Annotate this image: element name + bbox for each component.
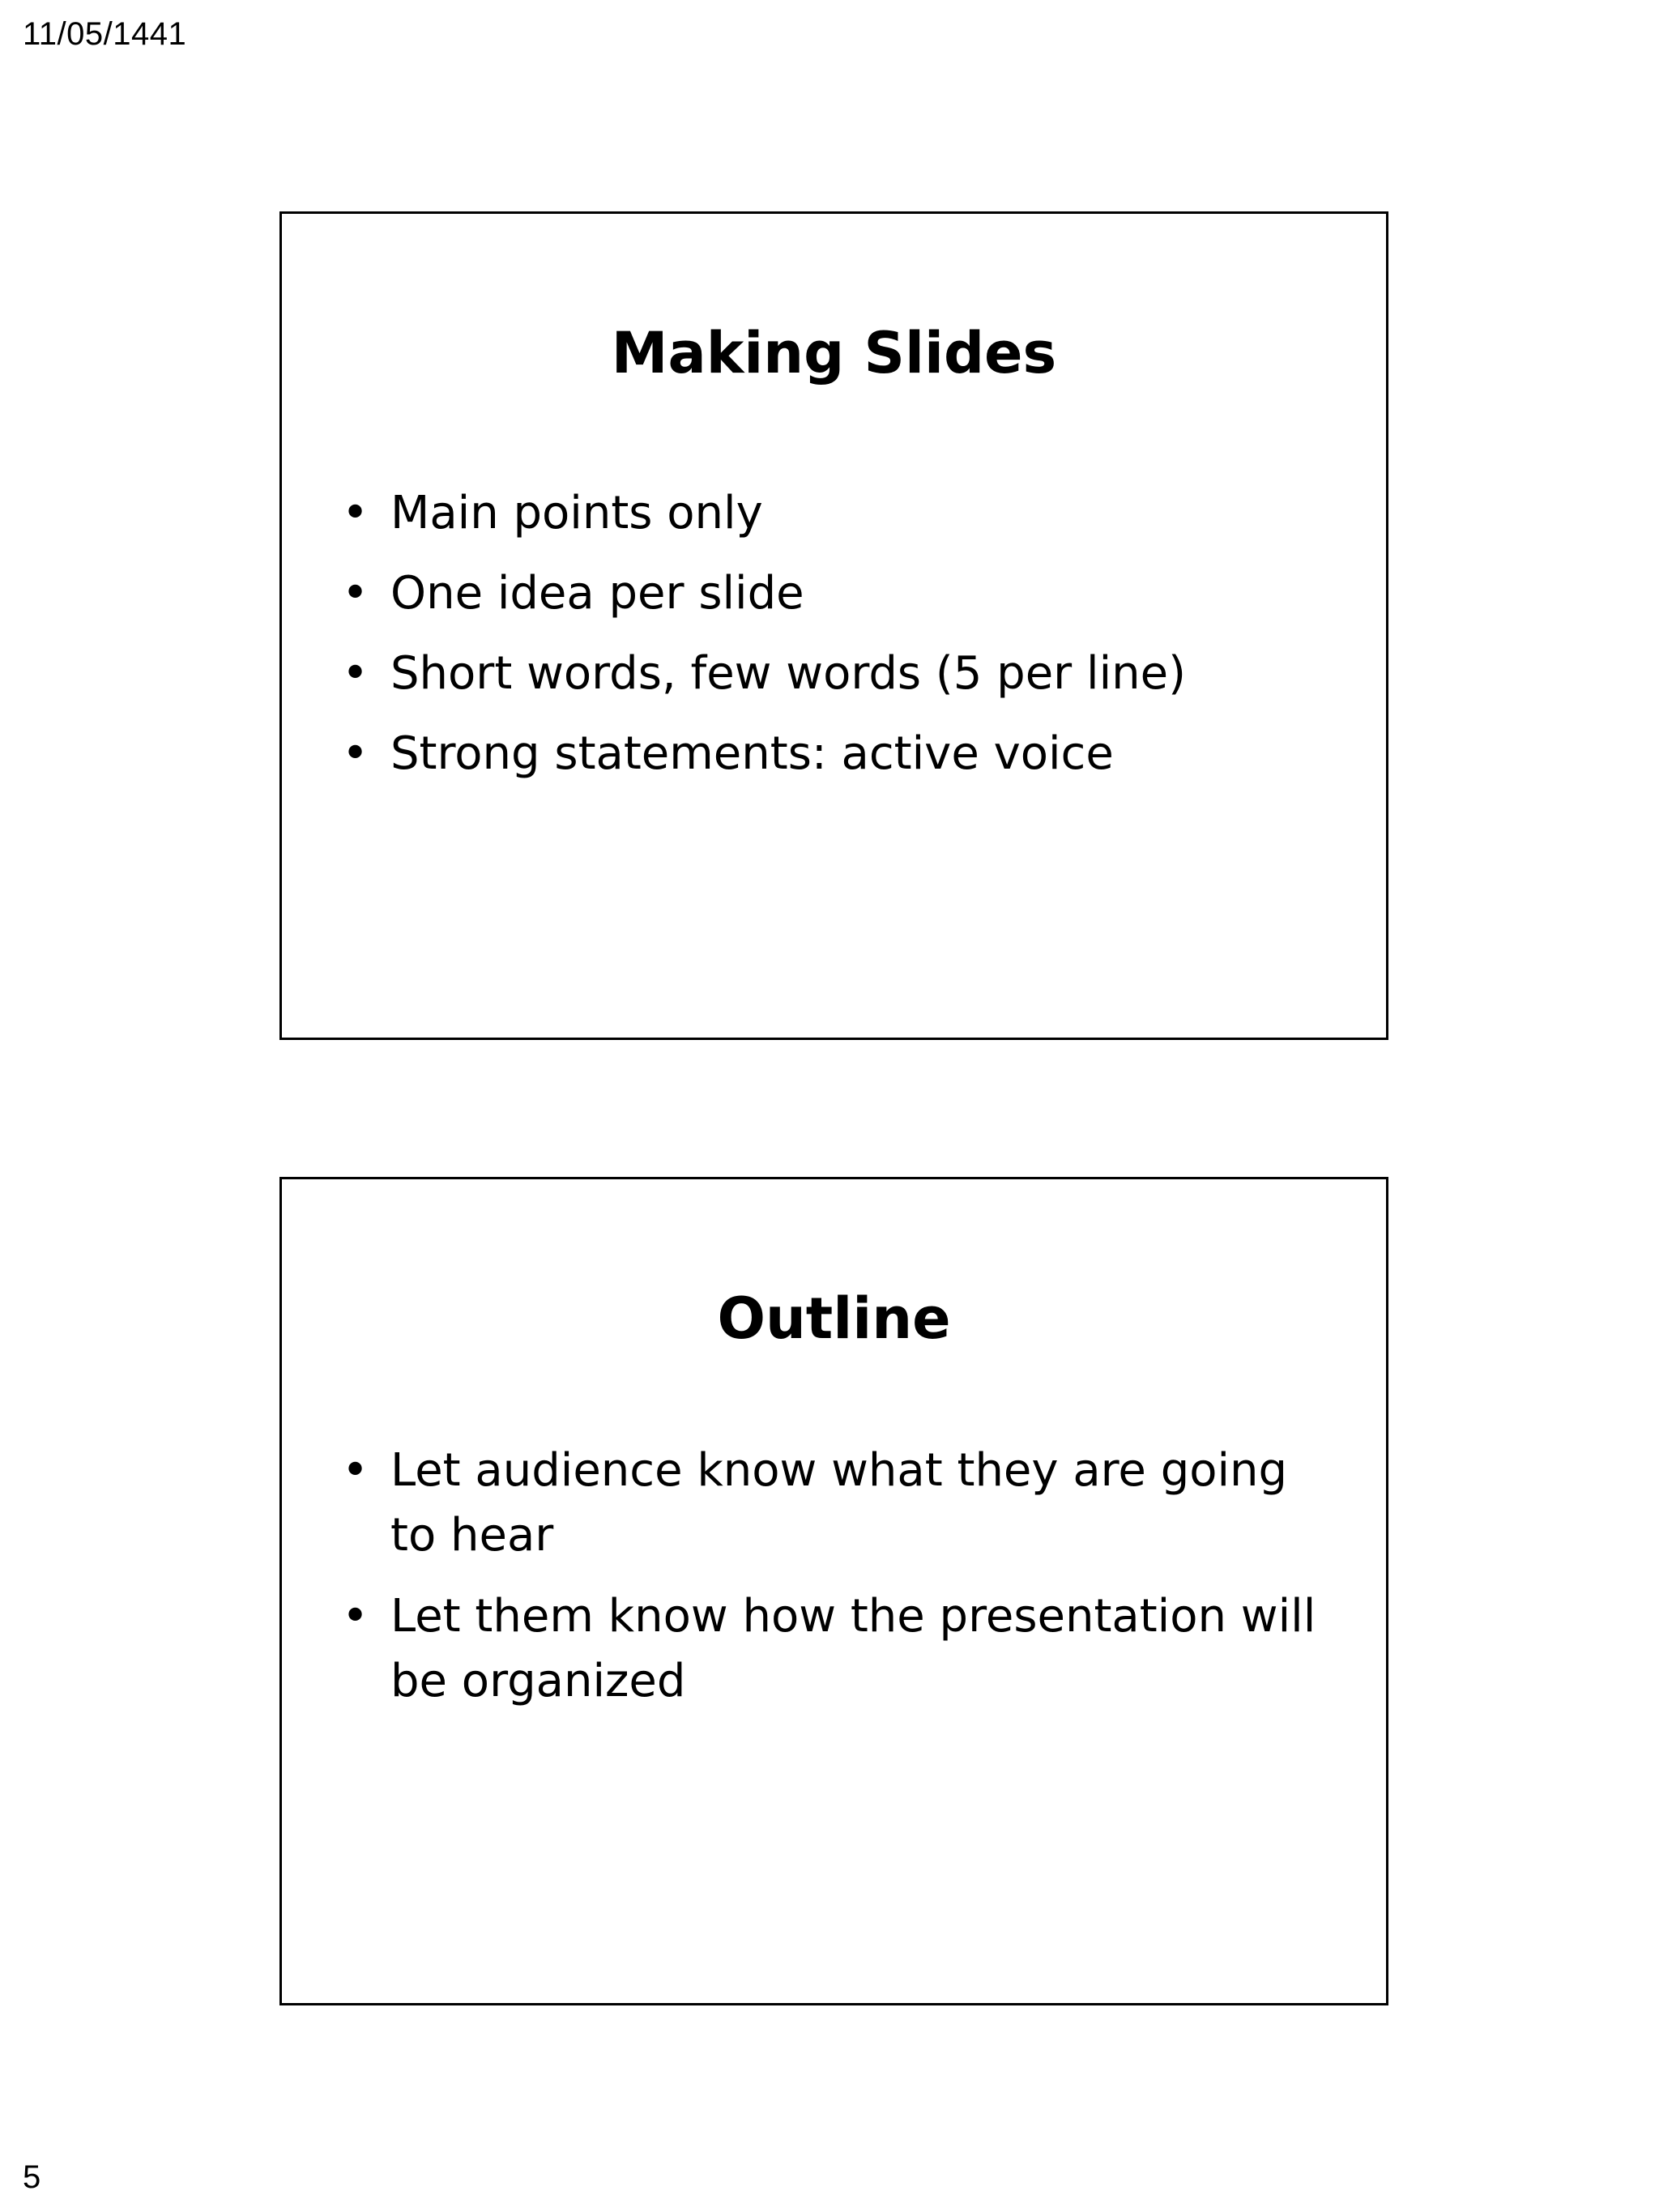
- bullet-item: [342, 641, 1326, 706]
- bullet-list: [342, 1438, 1326, 1730]
- bullet-text: Short words, few words (5 per line): [390, 647, 1186, 700]
- bullet-icon: •: [342, 1590, 369, 1643]
- slide-title: Making Slides: [611, 320, 1057, 386]
- bullet-list: [342, 481, 1326, 802]
- bullet-icon: •: [342, 1444, 369, 1497]
- bullet-text: Let them know how the presentation will be organized: [390, 1590, 1316, 1707]
- bullet-icon: •: [342, 647, 369, 700]
- header-date: 11/05/1441: [23, 16, 187, 52]
- bullet-icon: •: [342, 487, 369, 539]
- bullet-icon: •: [342, 727, 369, 780]
- bullet-text: One idea per slide: [390, 567, 804, 620]
- bullet-item: [342, 561, 1326, 626]
- page-number: 5: [23, 2159, 41, 2195]
- bullet-icon: •: [342, 567, 369, 620]
- slide-making-slides: [279, 211, 1388, 1040]
- bullet-item: [342, 1584, 1326, 1714]
- bullet-item: [342, 722, 1326, 786]
- bullet-text: Main points only: [390, 487, 763, 539]
- bullet-text: Strong statements: active voice: [390, 727, 1114, 780]
- slide-title: Outline: [717, 1285, 951, 1352]
- slide-outline: [279, 1177, 1388, 2005]
- bullet-item: [342, 1438, 1326, 1568]
- bullet-item: [342, 481, 1326, 546]
- bullet-text: Let audience know what they are going to hear: [390, 1444, 1288, 1562]
